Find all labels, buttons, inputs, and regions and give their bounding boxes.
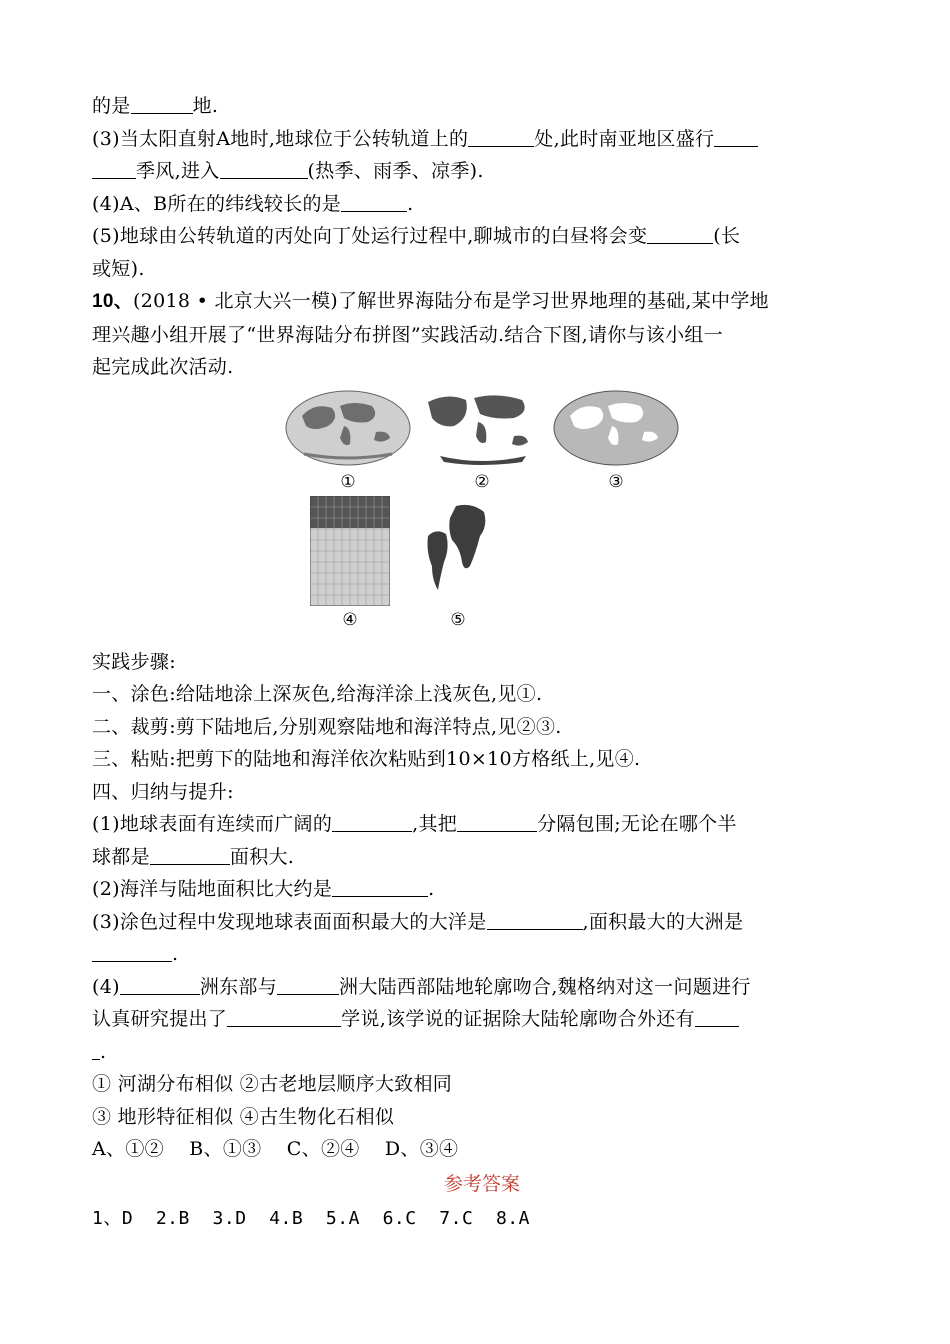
text: 洲东部与 [199, 975, 278, 998]
grid-paper-icon [310, 496, 390, 606]
text-line [92, 711, 872, 744]
figure-caption: ② [474, 471, 490, 492]
text: ,其把 [412, 813, 458, 835]
answer-blank[interactable] [332, 876, 428, 897]
text: A、①② B、①③ C、②④ D、③④ [92, 1138, 459, 1160]
text: 地. [192, 95, 219, 117]
answer-blank[interactable] [468, 126, 534, 147]
text: (5)地球由公转轨道的丙处向丁处运行过程中,聊城市的白昼将会变 [92, 225, 648, 247]
document-page [92, 90, 872, 1236]
text: 或短). [92, 257, 145, 280]
text: . [428, 878, 435, 900]
answer-blank[interactable] [341, 191, 407, 212]
text: 学说,该学说的证据除大陆轮廓吻合外还有 [341, 1008, 695, 1030]
answer-blank[interactable] [150, 844, 230, 865]
ocean-cutout-icon [552, 388, 680, 468]
text: ,面积最大的大洲是 [582, 910, 744, 933]
text: 分隔包围;无论在哪个半 [537, 813, 737, 835]
text-line [92, 319, 872, 352]
option-line [92, 1068, 872, 1101]
text: 二、裁剪:剪下陆地后,分别观察陆地和海洋特点,见②③. [92, 715, 562, 738]
text-line [92, 1003, 872, 1036]
answer-key: 1、D 2.B 3.D 4.B 5.A 6.C 7.C 8.A [92, 1207, 530, 1229]
text-line [92, 646, 872, 679]
text: 处,此时南亚地区盛行 [534, 127, 715, 150]
text: (2018 • 北京大兴一模)了解世界海陆分布是学习世界地理的基础,某中学地 [133, 290, 769, 312]
text-line [92, 678, 872, 711]
choices-line [92, 1133, 872, 1166]
text: 三、粘贴:把剪下的陆地和海洋依次粘贴到10×10方格纸上,见④. [92, 748, 641, 770]
figure-caption: ⑤ [450, 609, 466, 630]
text-line [92, 1036, 872, 1069]
text: 面积大. [229, 845, 295, 868]
text: ① 河湖分布相似 ②古老地层顺序大致相同 [92, 1073, 453, 1095]
text-line [92, 220, 872, 253]
answer-key-title: 参考答案 [443, 1172, 520, 1195]
text: (3)涂色过程中发现地球表面面积最大的大洋是 [92, 910, 487, 933]
world-map-colored-icon [284, 388, 412, 468]
land-cutout-icon [418, 388, 546, 468]
text-line [92, 776, 872, 809]
answer-blank[interactable] [92, 1039, 100, 1060]
text-line [92, 123, 872, 156]
answer-blank[interactable] [92, 941, 172, 962]
text-line [92, 253, 872, 286]
text: . [172, 943, 179, 965]
answer-blank[interactable] [220, 158, 308, 179]
continents-fit-icon [422, 500, 492, 608]
text-line [92, 743, 872, 776]
answer-blank[interactable] [487, 909, 583, 930]
text: 四、归纳与提升: [92, 780, 234, 803]
text-line [92, 351, 872, 384]
text: (长 [713, 225, 741, 247]
answer-blank[interactable] [120, 974, 200, 995]
text-line [92, 90, 872, 123]
text: 理兴趣小组开展了“世界海陆分布拼图”实践活动.结合下图,请你与该小组一 [92, 323, 724, 346]
answer-blank[interactable] [714, 126, 758, 147]
text: (2)海洋与陆地面积比大约是 [92, 878, 333, 900]
answer-blank[interactable] [695, 1006, 739, 1027]
text: 球都是 [92, 845, 150, 868]
answer-blank[interactable] [131, 93, 193, 114]
text-line [92, 188, 872, 221]
answer-blank[interactable] [332, 811, 412, 832]
answer-blank[interactable] [457, 811, 537, 832]
text: 季风,进入 [136, 160, 220, 182]
text: (3)当太阳直射A地时,地球位于公转轨道上的 [92, 127, 469, 150]
text: (1)地球表面有连续而广阔的 [92, 813, 333, 835]
text-line [92, 808, 872, 841]
option-line [92, 1101, 872, 1134]
text: 一、涂色:给陆地涂上深灰色,给海洋涂上浅灰色,见①. [92, 683, 543, 705]
figure-caption: ① [340, 471, 356, 492]
question-10-line [92, 285, 872, 319]
text: ③ 地形特征相似 ④古生物化石相似 [92, 1105, 395, 1128]
text: 洲大陆西部陆地轮廓吻合,魏格纳对这一问题进行 [339, 975, 751, 998]
text-line [92, 971, 872, 1004]
answer-blank[interactable] [277, 974, 339, 995]
question-number: 10、 [92, 291, 134, 312]
text: . [407, 192, 414, 215]
text: . [100, 1040, 107, 1063]
text: (4)A、B所在的纬线较长的是 [92, 192, 342, 215]
text: 实践步骤: [92, 650, 176, 673]
text-line [92, 938, 872, 971]
text-line [92, 155, 872, 188]
text: 起完成此次活动. [92, 356, 234, 378]
text: 认真研究提出了 [92, 1008, 228, 1030]
text: 的是 [92, 95, 131, 117]
text: (热季、雨季、凉季). [307, 160, 484, 182]
figure-caption: ④ [342, 609, 358, 630]
text-line [92, 873, 872, 906]
figure-caption: ③ [608, 471, 624, 492]
text-line [92, 841, 872, 874]
answer-blank[interactable] [227, 1006, 341, 1027]
answer-blank[interactable] [647, 223, 713, 244]
text-line [92, 906, 872, 939]
map-figures [92, 388, 872, 640]
answer-blank[interactable] [92, 158, 136, 179]
text: (4) [92, 975, 120, 998]
